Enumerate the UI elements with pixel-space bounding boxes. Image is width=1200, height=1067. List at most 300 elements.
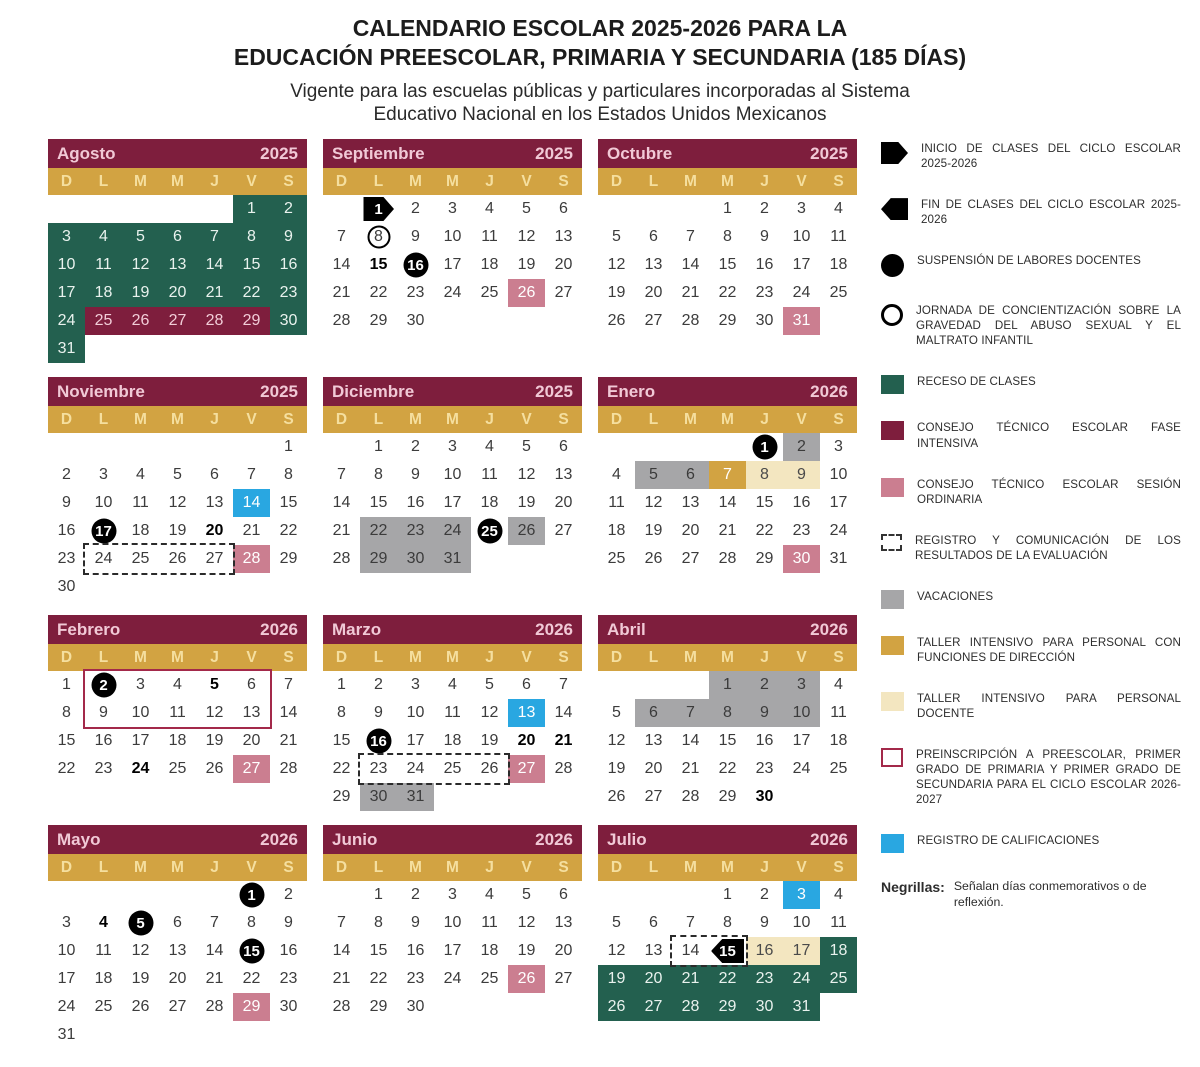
day-number: 21 — [554, 732, 573, 749]
weekday-label: D — [60, 410, 73, 428]
day-cell — [233, 993, 270, 1021]
day-number: 23 — [755, 970, 774, 987]
day-cell — [434, 671, 471, 699]
day-cell — [323, 517, 360, 545]
weekday-label: M — [409, 410, 422, 428]
day-cell — [471, 937, 508, 965]
day-cell — [122, 517, 159, 545]
weekday-label: J — [485, 410, 494, 428]
day-number: 8 — [247, 914, 256, 931]
day-cell — [709, 881, 746, 909]
day-cell — [360, 783, 397, 811]
day-number: 6 — [649, 914, 658, 931]
day-grid — [323, 195, 582, 335]
month-name: Octubre — [607, 143, 673, 163]
day-cell — [709, 223, 746, 251]
day-number: 9 — [760, 228, 769, 245]
day-number: 25 — [829, 760, 848, 777]
day-number: 26 — [644, 550, 663, 567]
day-number: 7 — [337, 228, 346, 245]
day-cell — [48, 517, 85, 545]
day-cell — [233, 881, 270, 909]
day-cell — [709, 279, 746, 307]
month-name: Febrero — [57, 619, 121, 639]
day-number: 15 — [369, 942, 388, 959]
empty-cell — [471, 783, 508, 811]
weekday-label: S — [558, 858, 569, 876]
day-number: 27 — [517, 760, 536, 777]
day-cell — [360, 993, 397, 1021]
day-cell — [85, 545, 122, 573]
day-cell — [270, 433, 307, 461]
day-cell — [270, 489, 307, 517]
day-cell — [635, 223, 672, 251]
weekday-label: D — [60, 858, 73, 876]
day-cell — [635, 993, 672, 1021]
day-cell — [323, 727, 360, 755]
day-cell — [672, 755, 709, 783]
empty-cell — [709, 433, 746, 461]
day-cell — [233, 727, 270, 755]
empty-cell — [471, 307, 508, 335]
day-number: 5 — [612, 914, 621, 931]
day-number: 7 — [723, 466, 732, 483]
weekday-header-row — [48, 854, 307, 881]
day-cell — [635, 783, 672, 811]
day-number: 9 — [99, 704, 108, 721]
day-number: 27 — [644, 788, 663, 805]
weekday-label: M — [446, 648, 459, 666]
weekday-label: M — [721, 648, 734, 666]
day-number: 15 — [718, 256, 737, 273]
empty-cell — [508, 783, 545, 811]
month-year: 2026 — [535, 619, 573, 639]
months-grid — [48, 139, 857, 1049]
day-cell — [434, 755, 471, 783]
day-cell — [820, 517, 857, 545]
weekday-label: M — [409, 858, 422, 876]
day-cell — [48, 937, 85, 965]
month-enero — [598, 377, 857, 573]
day-number: 18 — [480, 942, 499, 959]
day-number: 6 — [247, 676, 256, 693]
negrillas-text: Señalan días conmemorativos o de reflexión. — [953, 879, 1147, 909]
day-number: 30 — [755, 998, 774, 1015]
weekday-label: J — [760, 172, 769, 190]
weekday-label: J — [210, 858, 219, 876]
day-number: 23 — [279, 284, 298, 301]
day-cell — [270, 251, 307, 279]
month-name: Abril — [607, 619, 646, 639]
day-cell — [122, 965, 159, 993]
day-cell — [746, 727, 783, 755]
weekday-label: D — [335, 648, 348, 666]
empty-cell — [820, 307, 857, 335]
day-cell — [233, 195, 270, 223]
day-number: 4 — [485, 438, 494, 455]
day-number: 11 — [830, 704, 847, 721]
day-number: 22 — [718, 760, 737, 777]
weekday-label: S — [833, 648, 844, 666]
day-number: 6 — [559, 438, 568, 455]
day-cell — [122, 937, 159, 965]
day-cell — [709, 783, 746, 811]
day-cell — [508, 755, 545, 783]
day-number: 26 — [131, 312, 150, 329]
day-number: 8 — [374, 466, 383, 483]
page-subtitle — [48, 80, 1152, 128]
empty-cell — [233, 1021, 270, 1049]
day-cell — [434, 881, 471, 909]
month-name: Marzo — [332, 619, 382, 639]
weekday-label: M — [134, 648, 147, 666]
day-grid — [48, 433, 307, 601]
day-cell — [598, 755, 635, 783]
day-cell — [508, 727, 545, 755]
empty-cell — [545, 783, 582, 811]
day-cell — [635, 755, 672, 783]
day-number: 5 — [649, 466, 658, 483]
day-number: 11 — [444, 704, 461, 721]
day-number: 9 — [62, 494, 71, 511]
day-number: 25 — [607, 550, 626, 567]
weekday-label: L — [98, 172, 109, 190]
weekday-label: M — [684, 410, 697, 428]
day-cell — [672, 937, 709, 965]
weekday-label: M — [721, 172, 734, 190]
day-cell — [122, 545, 159, 573]
day-number: 9 — [760, 914, 769, 931]
day-grid — [323, 881, 582, 1021]
day-cell — [360, 279, 397, 307]
empty-cell — [159, 573, 196, 601]
day-cell — [508, 965, 545, 993]
day-cell — [820, 433, 857, 461]
day-number: 21 — [332, 970, 351, 987]
day-cell — [270, 461, 307, 489]
day-number: 11 — [608, 494, 625, 511]
day-cell — [360, 937, 397, 965]
day-number: 11 — [830, 914, 847, 931]
day-cell — [48, 671, 85, 699]
day-cell — [820, 461, 857, 489]
day-cell — [397, 783, 434, 811]
day-cell — [397, 251, 434, 279]
empty-cell — [820, 783, 857, 811]
day-cell — [48, 909, 85, 937]
day-cell — [746, 909, 783, 937]
day-number: 16 — [755, 256, 774, 273]
day-cell — [270, 279, 307, 307]
day-number: 30 — [279, 998, 298, 1015]
day-cell — [323, 937, 360, 965]
day-number: 22 — [369, 284, 388, 301]
day-cell — [783, 727, 820, 755]
empty-cell — [48, 195, 85, 223]
day-cell — [122, 461, 159, 489]
day-cell — [397, 671, 434, 699]
empty-cell — [270, 335, 307, 363]
day-number: 27 — [168, 998, 187, 1015]
day-number: 23 — [792, 522, 811, 539]
day-number: 24 — [94, 550, 113, 567]
day-cell — [159, 307, 196, 335]
day-number: 6 — [210, 466, 219, 483]
day-cell — [746, 965, 783, 993]
weekday-header-row — [48, 406, 307, 433]
empty-cell — [196, 195, 233, 223]
month-year: 2026 — [535, 829, 573, 849]
day-number: 10 — [406, 704, 425, 721]
day-number: 4 — [99, 914, 108, 931]
day-cell — [85, 251, 122, 279]
day-cell — [434, 223, 471, 251]
month-header — [48, 825, 307, 854]
day-number: 12 — [517, 914, 536, 931]
day-number: 20 — [644, 970, 663, 987]
month-febrero — [48, 615, 307, 783]
day-number: 22 — [242, 970, 261, 987]
day-cell — [360, 881, 397, 909]
day-number: 13 — [205, 494, 224, 511]
legend-item-inicio-clases — [881, 141, 1181, 171]
day-number: 24 — [57, 998, 76, 1015]
day-cell — [233, 671, 270, 699]
day-cell — [508, 909, 545, 937]
day-number: 5 — [522, 886, 531, 903]
day-number: 24 — [443, 522, 462, 539]
day-cell — [48, 727, 85, 755]
day-cell — [635, 489, 672, 517]
day-number: 15 — [719, 942, 736, 960]
empty-cell — [159, 881, 196, 909]
day-cell — [820, 223, 857, 251]
day-cell — [159, 461, 196, 489]
day-cell — [434, 937, 471, 965]
day-cell — [323, 909, 360, 937]
day-cell — [471, 699, 508, 727]
day-number: 19 — [205, 732, 224, 749]
month-name: Septiembre — [332, 143, 425, 163]
day-number: 31 — [57, 340, 76, 357]
page-subtitle-line2: Educativo Nacional en los Estados Unidos Mexicanos — [373, 104, 827, 126]
day-cell — [323, 993, 360, 1021]
day-number: 5 — [522, 438, 531, 455]
day-number: 11 — [830, 228, 847, 245]
day-cell — [471, 909, 508, 937]
day-number: 7 — [686, 914, 695, 931]
day-number: 24 — [792, 760, 811, 777]
day-number: 10 — [57, 256, 76, 273]
day-cell — [196, 251, 233, 279]
weekday-label: M — [684, 172, 697, 190]
day-number: 15 — [718, 732, 737, 749]
day-number: 1 — [723, 200, 732, 217]
day-cell — [196, 699, 233, 727]
day-number: 17 — [443, 256, 462, 273]
day-cell — [709, 195, 746, 223]
day-cell — [360, 699, 397, 727]
day-number: 17 — [95, 522, 112, 540]
day-cell — [360, 251, 397, 279]
day-cell — [159, 223, 196, 251]
day-cell — [233, 461, 270, 489]
day-cell — [434, 727, 471, 755]
day-cell — [323, 755, 360, 783]
day-cell — [672, 307, 709, 335]
day-number: 12 — [480, 704, 499, 721]
day-number: 31 — [792, 998, 811, 1015]
legend-item-vacaciones — [881, 589, 1181, 609]
day-number: 10 — [57, 942, 76, 959]
day-number: 17 — [131, 732, 150, 749]
day-number: 21 — [205, 970, 224, 987]
weekday-label: D — [335, 172, 348, 190]
day-cell — [746, 433, 783, 461]
day-number: 20 — [554, 494, 573, 511]
day-number: 25 — [480, 284, 499, 301]
day-number: 18 — [94, 284, 113, 301]
page-title — [48, 14, 1152, 72]
day-cell — [196, 755, 233, 783]
weekday-label: L — [648, 858, 659, 876]
day-cell — [672, 489, 709, 517]
day-cell — [270, 307, 307, 335]
legend-item-suspension-labores — [881, 253, 1181, 277]
day-number: 29 — [718, 788, 737, 805]
empty-cell — [159, 433, 196, 461]
day-cell — [48, 1021, 85, 1049]
legend-item-label: JORNADA DE CONCIENTIZACIÓN SOBRE LA GRAVEDAD DEL ABUSO SEXUAL Y EL MALTRATO INFANTIL — [916, 304, 1181, 348]
negrillas-label: Negrillas: — [881, 879, 945, 896]
day-number: 12 — [168, 494, 187, 511]
day-number: 18 — [94, 970, 113, 987]
weekday-label: M — [721, 858, 734, 876]
day-cell — [598, 699, 635, 727]
day-cell — [122, 251, 159, 279]
day-cell — [397, 489, 434, 517]
day-cell — [233, 699, 270, 727]
day-number: 21 — [332, 522, 351, 539]
day-number: 5 — [136, 914, 145, 932]
day-number: 16 — [755, 942, 774, 959]
day-cell — [783, 545, 820, 573]
month-name: Julio — [607, 829, 647, 849]
weekday-label: D — [610, 410, 623, 428]
empty-cell — [196, 881, 233, 909]
day-number: 13 — [168, 942, 187, 959]
day-cell — [709, 727, 746, 755]
day-number: 3 — [797, 200, 806, 217]
day-number: 28 — [681, 998, 700, 1015]
day-cell — [159, 517, 196, 545]
day-cell — [709, 937, 746, 965]
day-cell — [397, 279, 434, 307]
day-cell — [598, 517, 635, 545]
empty-cell — [85, 195, 122, 223]
empty-cell — [434, 783, 471, 811]
day-number: 20 — [168, 970, 187, 987]
day-number: 20 — [681, 522, 700, 539]
day-cell — [635, 909, 672, 937]
legend-item-label: TALLER INTENSIVO PARA PERSONAL DOCENTE — [917, 691, 1181, 720]
month-header — [323, 615, 582, 644]
legend-item-label: VACACIONES — [917, 589, 994, 603]
day-number: 12 — [131, 942, 150, 959]
weekday-label: J — [210, 410, 219, 428]
day-number: 12 — [131, 256, 150, 273]
day-cell — [397, 993, 434, 1021]
day-number: 22 — [718, 284, 737, 301]
month-noviembre — [48, 377, 307, 601]
day-cell — [508, 489, 545, 517]
day-number: 16 — [57, 522, 76, 539]
day-number: 15 — [57, 732, 76, 749]
day-cell — [545, 671, 582, 699]
day-number: 20 — [554, 942, 573, 959]
day-cell — [746, 489, 783, 517]
day-cell — [48, 755, 85, 783]
empty-cell — [783, 783, 820, 811]
weekday-label: M — [171, 858, 184, 876]
day-number: 9 — [411, 466, 420, 483]
day-number: 10 — [792, 914, 811, 931]
day-number: 13 — [168, 256, 187, 273]
day-number: 3 — [411, 676, 420, 693]
day-cell — [323, 223, 360, 251]
day-number: 8 — [247, 228, 256, 245]
day-cell — [270, 881, 307, 909]
month-year: 2025 — [535, 381, 573, 401]
preinscripcion-swatch-icon — [881, 748, 903, 767]
day-cell — [85, 909, 122, 937]
day-number: 2 — [411, 438, 420, 455]
day-cell — [672, 251, 709, 279]
day-cell — [159, 279, 196, 307]
weekday-label: J — [485, 648, 494, 666]
month-year: 2025 — [260, 143, 298, 163]
day-number: 29 — [242, 312, 261, 329]
day-number: 9 — [411, 228, 420, 245]
weekday-label: V — [246, 858, 257, 876]
day-cell — [196, 993, 233, 1021]
month-name: Junio — [332, 829, 378, 849]
day-number: 13 — [554, 228, 573, 245]
day-cell — [545, 517, 582, 545]
day-cell — [471, 195, 508, 223]
day-number: 17 — [443, 942, 462, 959]
day-number: 7 — [284, 676, 293, 693]
day-number: 4 — [834, 200, 843, 217]
day-cell — [783, 307, 820, 335]
day-cell — [598, 993, 635, 1021]
empty-cell — [85, 433, 122, 461]
day-number: 15 — [369, 494, 388, 511]
day-cell — [434, 195, 471, 223]
day-cell — [85, 223, 122, 251]
day-cell — [360, 223, 397, 251]
day-number: 1 — [723, 886, 732, 903]
day-number: 9 — [760, 704, 769, 721]
month-name: Diciembre — [332, 381, 415, 401]
day-number: 6 — [649, 228, 658, 245]
month-name: Mayo — [57, 829, 101, 849]
day-cell — [746, 461, 783, 489]
day-number: 21 — [718, 522, 737, 539]
day-cell — [48, 279, 85, 307]
day-cell — [672, 783, 709, 811]
day-number: 24 — [131, 760, 150, 777]
